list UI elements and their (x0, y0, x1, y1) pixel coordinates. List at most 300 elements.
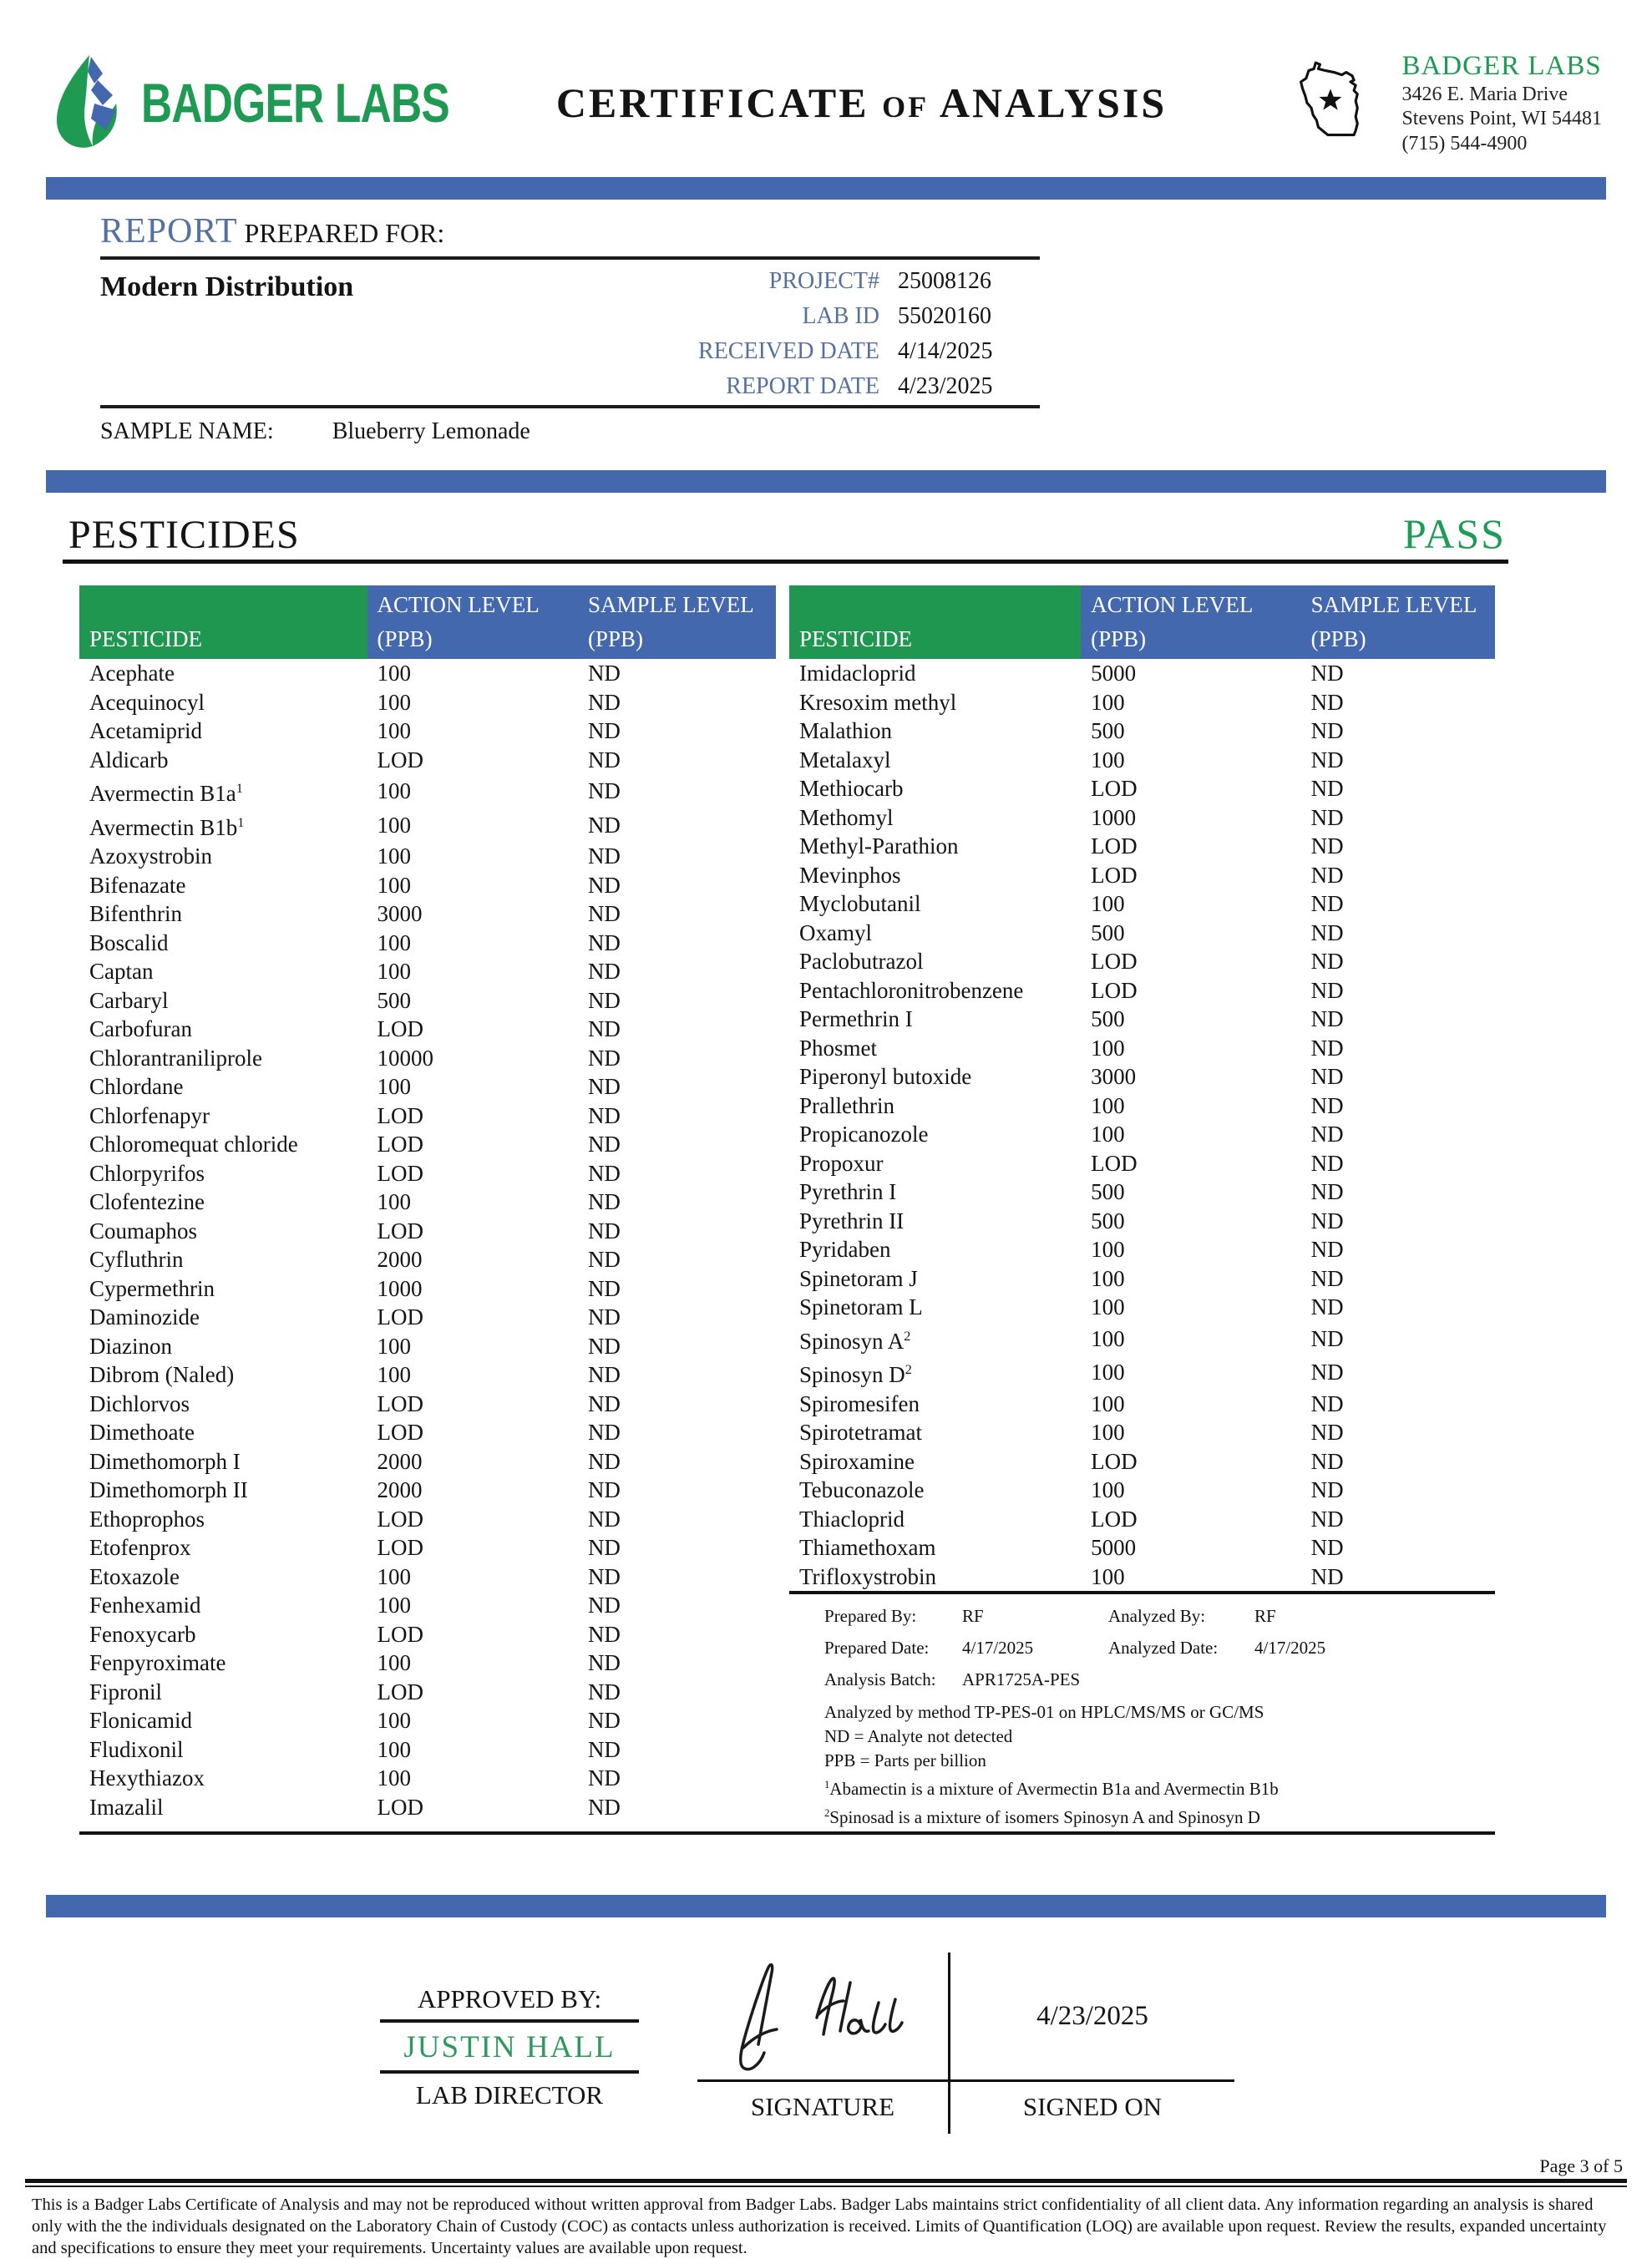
action-level-value: 100 (1091, 689, 1125, 715)
pesticide-row (789, 774, 1495, 803)
pesticide-name: Mevinphos (799, 862, 901, 888)
action-level-value: 100 (1091, 1237, 1125, 1262)
pesticide-name: Daminozide (89, 1304, 200, 1330)
sample-level-value: ND (1310, 1360, 1344, 1385)
action-level-value: LOD (1091, 949, 1138, 974)
page-header (0, 0, 1652, 177)
pesticide-row (789, 1390, 1495, 1419)
pesticide-name: Carbofuran (89, 1016, 192, 1041)
pesticide-name: Avermectin $B1a^1$ (89, 781, 243, 806)
action-level-value: 2000 (377, 1448, 423, 1474)
footer-disclaimer: This is a Badger Labs Certificate of Analysis and may not be reproduced without written approval from Badger Labs. Badger Labs maintains strict confidentiality of all client data. Any information regarding an analysis is shared only with the the individuals designated on the Laboratory Chain of Custody (COC) as contacts unless authorization is received. Limits of Quantification (LOQ) are available upon request. Review the results, expanded uncertainty and specifications to ensure they meet your requirements. Uncertainty values are available upon request. (32, 2196, 1607, 2257)
pesticide-name: Spinosyn $D^2$ (799, 1362, 912, 1387)
sample-level-value: ND (1310, 833, 1344, 859)
pesticide-name: Spinetoram J (799, 1265, 918, 1291)
action-level-value: 100 (1091, 1390, 1125, 1416)
action-level-value: LOD (377, 1016, 424, 1041)
method-notes (824, 1700, 1495, 1773)
pesticide-row (79, 1274, 776, 1304)
action-level-value: 100 (1091, 1265, 1125, 1291)
sample-name-value: Blueberry Lemonade (332, 418, 530, 444)
action-level-value: LOD (1091, 862, 1138, 888)
pesticide-row (789, 1235, 1495, 1264)
sample-level-value: ND (1310, 1006, 1344, 1031)
divider-bar-top (46, 177, 1606, 200)
action-level-value: LOD (1091, 1506, 1138, 1532)
analysis-notes (789, 1594, 1495, 1830)
action-level-value: LOD (377, 1160, 424, 1186)
action-level-value: LOD (1091, 776, 1138, 801)
sample-level-value: ND (1310, 977, 1344, 1003)
action-level-value: 500 (1091, 1006, 1125, 1031)
pesticide-name: Ethoprophos (89, 1506, 205, 1532)
sample-level-value: ND (587, 1736, 621, 1762)
lab-name: BADGER LABS (1401, 50, 1602, 81)
action-level-value: 3000 (1091, 1064, 1137, 1089)
sample-level-value: ND (587, 1016, 621, 1041)
action-level-value: 100 (1091, 1092, 1125, 1118)
sample-level-value: ND (1310, 1420, 1344, 1445)
pesticide-name: Spinetoram L (799, 1294, 923, 1319)
signed-on-label: SIGNED ON (948, 2082, 1234, 2134)
sample-level-value: ND (587, 1390, 621, 1416)
sample-level-value: ND (587, 1333, 621, 1359)
signature-icon (718, 1954, 927, 2079)
action-level-value: 100 (377, 1736, 412, 1762)
pesticide-name: Diazinon (89, 1333, 172, 1359)
pesticide-row (79, 1390, 776, 1419)
sample-level-value: ND (587, 689, 621, 715)
pesticide-name: Fenoxycarb (89, 1621, 196, 1647)
pesticide-row (79, 1102, 776, 1131)
column-header-sample-level: SAMPLE LEVEL (PPB) (578, 585, 776, 659)
analyzed-date-value: 4/17/2025 (1254, 1638, 1326, 1658)
pesticide-row (79, 1418, 776, 1447)
pesticide-name: Spinosyn $A^2$ (799, 1328, 911, 1354)
action-level-value: LOD (377, 1420, 424, 1445)
sample-level-value: ND (587, 718, 621, 743)
pesticide-row (79, 899, 776, 929)
action-level-value: 100 (1091, 1420, 1125, 1445)
pesticide-name: Pyrethrin I (799, 1179, 897, 1204)
action-level-value: LOD (377, 1679, 424, 1704)
sample-level-value: ND (587, 929, 621, 955)
prepared-by-value: RF (962, 1606, 984, 1626)
sample-level-value: ND (1310, 1208, 1344, 1233)
pesticide-row (789, 919, 1495, 948)
rule (100, 405, 1040, 408)
pesticide-row (789, 688, 1495, 717)
action-level-value: 100 (1091, 1035, 1125, 1061)
pesticide-name: Imazalil (89, 1794, 164, 1820)
badger-labs-logo (46, 52, 514, 154)
analyzed-by-label: Analyzed By: (1108, 1606, 1206, 1626)
analysis-batch-value: APR1725A-PES (962, 1669, 1081, 1689)
pesticide-name: Dimethoate (89, 1420, 195, 1445)
pesticide-name: Carbaryl (89, 987, 169, 1013)
pesticide-row (79, 1764, 776, 1793)
action-level-value: 100 (377, 1189, 412, 1214)
report-field-value: 4/23/2025 (898, 373, 993, 399)
action-level-value: 100 (377, 1593, 412, 1618)
sample-level-value: ND (587, 1621, 621, 1647)
action-level-value: 100 (377, 1563, 412, 1589)
pesticide-name: Metalaxyl (799, 747, 891, 772)
footer-rule (25, 2179, 1627, 2187)
pesticide-name: Propoxur (799, 1150, 884, 1176)
pesticide-name: Prallethrin (799, 1092, 894, 1118)
action-level-value: 10000 (377, 1045, 434, 1071)
pesticide-name: Dimethomorph I (89, 1448, 241, 1474)
column-header-sample-level: SAMPLE LEVEL (PPB) (1301, 585, 1495, 659)
page-title: CERTIFICATE OF ANALYSIS (555, 79, 1168, 126)
pesticide-row (789, 746, 1495, 775)
pesticide-name: Phosmet (799, 1035, 878, 1061)
pesticide-row (789, 1005, 1495, 1034)
sample-level-value: ND (587, 1275, 621, 1301)
rule (100, 256, 1040, 260)
pesticide-row (79, 659, 776, 688)
action-level-value: LOD (377, 1102, 424, 1128)
report-heading (100, 211, 1606, 251)
report-field-value: 25008126 (898, 268, 991, 294)
sample-level-value: ND (587, 872, 621, 898)
pesticide-name: Fludixonil (89, 1736, 184, 1762)
sample-level-value: ND (587, 1679, 621, 1704)
report-label: REPORT (100, 212, 238, 251)
analysis-batch-label: Analysis Batch: (824, 1669, 936, 1689)
pesticide-row (79, 1188, 776, 1217)
action-level-value: 100 (377, 778, 412, 803)
pesticide-row (79, 1620, 776, 1649)
pesticide-row (789, 1034, 1495, 1063)
pesticides-table-right (789, 585, 1495, 1594)
report-field-value: 55020160 (898, 303, 991, 329)
sample-level-value: ND (1310, 718, 1344, 743)
pesticide-name: Bifenazate (89, 872, 186, 898)
report-field-label: LAB ID (802, 303, 879, 329)
sample-level-value: ND (1310, 804, 1344, 830)
pesticide-row (79, 688, 776, 717)
pesticide-row (79, 1303, 776, 1332)
action-level-value: 100 (377, 929, 412, 955)
signature-label: SIGNATURE (750, 2092, 895, 2121)
action-level-value: LOD (377, 1621, 424, 1647)
pesticide-name: Bifenthrin (89, 901, 182, 926)
pesticide-name: Tebuconazole (799, 1477, 925, 1502)
pesticide-row (79, 1505, 776, 1534)
pesticide-row (789, 717, 1495, 746)
pesticide-row (79, 1793, 776, 1822)
pesticide-row (79, 842, 776, 871)
action-level-value: 100 (1091, 891, 1125, 916)
pesticide-name: Oxamyl (799, 919, 872, 945)
sample-level-value: ND (1310, 1477, 1344, 1502)
prepared-by-label: Prepared By: (824, 1606, 917, 1626)
pesticide-row (789, 1355, 1495, 1390)
sample-level-value: ND (587, 778, 621, 803)
action-level-value: 1000 (377, 1275, 423, 1301)
sample-level-value: ND (1310, 661, 1344, 686)
action-level-value: 100 (1091, 747, 1125, 772)
sample-level-value: ND (1310, 1390, 1344, 1416)
approver-title: LAB DIRECTOR (415, 2080, 604, 2110)
pesticide-name: Pyridaben (799, 1237, 891, 1262)
pesticide-row (789, 1207, 1495, 1236)
pesticide-row (79, 957, 776, 986)
pesticide-name: Etofenprox (89, 1535, 191, 1560)
action-level-value: LOD (377, 1218, 424, 1243)
pesticide-row (789, 1322, 1495, 1356)
sample-level-value: ND (587, 1650, 621, 1675)
pesticide-name: Fenpyroximate (89, 1650, 226, 1675)
action-level-value: 100 (1091, 1360, 1125, 1385)
action-level-value: 100 (377, 959, 412, 984)
pesticide-name: Coumaphos (89, 1218, 198, 1243)
pesticides-table-left (79, 585, 776, 1821)
pesticide-row (789, 1476, 1495, 1505)
pesticide-name: Thiacloprid (799, 1506, 905, 1532)
pesticide-name: Malathion (799, 718, 892, 743)
sample-level-value: ND (587, 1535, 621, 1560)
sample-level-value: ND (1310, 919, 1344, 945)
sample-level-value: ND (587, 1045, 621, 1071)
action-level-value: 2000 (377, 1247, 423, 1272)
sample-level-value: ND (587, 747, 621, 772)
sample-level-value: ND (1310, 1265, 1344, 1291)
action-level-value: 100 (377, 1333, 412, 1359)
report-field-label: REPORT DATE (726, 373, 879, 399)
action-level-value: LOD (1091, 833, 1138, 859)
pesticide-name: Chlorfenapyr (89, 1102, 210, 1128)
action-level-value: 100 (377, 1708, 412, 1733)
pesticide-row (789, 659, 1495, 688)
action-level-value: 100 (377, 689, 412, 715)
sample-level-value: ND (587, 1708, 621, 1733)
pesticide-name: Methomyl (799, 804, 894, 830)
pesticide-name: Acetamiprid (89, 718, 202, 743)
pesticide-name: Paclobutrazol (799, 949, 924, 974)
action-level-value: 100 (1091, 1122, 1125, 1147)
pesticide-name: Pyrethrin II (799, 1208, 905, 1233)
sample-level-value: ND (587, 1102, 621, 1128)
pesticide-row (789, 1120, 1495, 1149)
sample-level-value: ND (587, 1074, 621, 1099)
lab-address-line1: 3426 E. Maria Drive (1401, 84, 1568, 106)
note-line: PPB = Parts per billion (824, 1750, 986, 1770)
sample-level-value: ND (587, 1218, 621, 1243)
logo-wordmark: BADGER LABS (141, 72, 449, 134)
pesticide-name: Permethrin I (799, 1006, 913, 1031)
sample-level-value: ND (587, 1563, 621, 1589)
sample-level-value: ND (587, 901, 621, 926)
lab-phone: (715) 544-4900 (1401, 132, 1528, 154)
pesticide-name: Flonicamid (89, 1708, 192, 1733)
action-level-value: LOD (377, 1506, 424, 1532)
pesticides-tables (79, 585, 1495, 1830)
sample-level-value: ND (1310, 1535, 1344, 1560)
sample-level-value: ND (587, 1160, 621, 1186)
sample-level-value: ND (587, 1593, 621, 1618)
pesticide-name: Azoxystrobin (89, 843, 212, 869)
sample-level-value: ND (587, 1794, 621, 1820)
divider-bar-bottom (46, 1895, 1606, 1917)
sample-level-value: ND (1310, 1563, 1344, 1589)
pass-status-badge: PASS (1403, 510, 1506, 557)
pesticide-name: Hexythiazox (89, 1765, 205, 1790)
action-level-value: LOD (377, 1535, 424, 1560)
pesticide-row (789, 861, 1495, 890)
action-level-value: 100 (1091, 1325, 1125, 1351)
pesticide-row (79, 1044, 776, 1073)
action-level-value: 5000 (1091, 661, 1137, 686)
action-level-value: LOD (377, 1390, 424, 1416)
action-level-value: LOD (377, 1132, 424, 1157)
sample-level-value: ND (1310, 1064, 1344, 1089)
pesticide-name: Dibrom (Naled) (89, 1362, 235, 1387)
lab-address-line2: Stevens Point, WI 54481 (1401, 108, 1602, 130)
sample-level-value: ND (587, 812, 621, 838)
column-header-action-level: ACTION LEVEL (PPB) (1081, 585, 1300, 659)
report-field-label: PROJECT# (768, 268, 879, 294)
pesticide-row (79, 1072, 776, 1102)
pesticide-row (79, 717, 776, 746)
pesticide-row (789, 1149, 1495, 1178)
action-level-value: 100 (377, 1362, 412, 1387)
sample-level-value: ND (1310, 891, 1344, 916)
sample-level-value: ND (1310, 1237, 1344, 1262)
sample-level-value: ND (1310, 747, 1344, 772)
prepared-for-label: PREPARED FOR: (244, 218, 445, 248)
pesticide-row (79, 1476, 776, 1505)
pesticide-row (789, 889, 1495, 919)
pesticide-name: Thiamethoxam (799, 1535, 936, 1560)
sample-level-value: ND (587, 843, 621, 869)
pesticide-row (79, 1591, 776, 1620)
report-info-section (100, 211, 1606, 445)
pesticide-name: Imidacloprid (799, 661, 916, 686)
pesticide-row (79, 746, 776, 775)
sample-level-value: ND (1310, 1122, 1344, 1147)
pesticide-row (789, 1062, 1495, 1092)
note-line: ND = Analyte not detected (824, 1726, 1013, 1746)
pesticide-name: Dimethomorph II (89, 1477, 248, 1502)
action-level-value: 100 (377, 661, 412, 686)
action-level-value: 5000 (1091, 1535, 1137, 1560)
sample-level-value: ND (1310, 1294, 1344, 1319)
pesticide-row (79, 1245, 776, 1274)
pesticide-name: Methiocarb (799, 776, 904, 801)
sample-level-value: ND (1310, 1092, 1344, 1118)
prepared-date-value: 4/17/2025 (962, 1638, 1034, 1658)
pesticide-row (79, 1735, 776, 1765)
action-level-value: 100 (1091, 1294, 1125, 1319)
pesticide-row (79, 1159, 776, 1188)
sample-level-value: ND (1310, 1325, 1344, 1351)
pesticide-name: Acephate (89, 661, 175, 686)
pesticide-row (79, 1533, 776, 1563)
action-level-value: 100 (1091, 1477, 1125, 1502)
sample-level-value: ND (1310, 1448, 1344, 1474)
pesticide-row (789, 803, 1495, 833)
sample-level-value: ND (587, 1247, 621, 1272)
action-level-value: 3000 (377, 901, 423, 926)
pesticide-row (789, 832, 1495, 861)
sample-level-value: ND (587, 1189, 621, 1214)
client-name: Modern Distribution (100, 271, 354, 302)
sample-level-value: ND (587, 1132, 621, 1157)
action-level-value: LOD (1091, 1150, 1138, 1176)
report-fields (698, 268, 1040, 400)
action-level-value: 500 (1091, 1208, 1125, 1233)
pesticide-name: Clofentezine (89, 1189, 205, 1214)
pesticide-row (79, 871, 776, 900)
sample-level-value: ND (587, 987, 621, 1013)
action-level-value: 2000 (377, 1477, 423, 1502)
prepared-date-label: Prepared Date: (824, 1638, 930, 1658)
page-number: Page 3 of 5 (1539, 2155, 1623, 2176)
action-level-value: LOD (377, 747, 424, 772)
pesticide-name: Trifloxystrobin (799, 1563, 937, 1589)
action-level-value: 500 (1091, 919, 1125, 945)
action-level-value: 100 (1091, 1563, 1125, 1589)
pesticide-row (79, 1649, 776, 1678)
pesticide-name: Etoxazole (89, 1563, 180, 1589)
action-level-value: 100 (377, 843, 412, 869)
action-level-value: 500 (1091, 718, 1125, 743)
pesticide-row (79, 1706, 776, 1735)
pesticide-row (79, 808, 776, 843)
action-level-value: 100 (377, 1650, 412, 1675)
pesticide-name: Captan (89, 959, 154, 984)
sample-name-label: SAMPLE NAME: (100, 418, 274, 444)
sample-level-value: ND (1310, 1179, 1344, 1204)
sample-level-value: ND (1310, 862, 1344, 888)
report-field-value: 4/14/2025 (898, 338, 993, 364)
pesticide-name: Aldicarb (89, 747, 169, 772)
pesticide-row (789, 1505, 1495, 1534)
pesticide-row (789, 1092, 1495, 1121)
pesticide-row (789, 1293, 1495, 1322)
pesticide-row (79, 1332, 776, 1361)
pesticide-name: Boscalid (89, 929, 169, 955)
pesticide-row (79, 1447, 776, 1476)
pesticide-name: Cypermethrin (89, 1275, 215, 1301)
analyzed-by-value: RF (1254, 1606, 1276, 1626)
action-level-value: LOD (377, 1794, 424, 1820)
pesticide-row (789, 1264, 1495, 1294)
action-level-value: 500 (377, 987, 412, 1013)
sample-level-value: ND (1310, 1150, 1344, 1176)
pesticide-name: Methyl-Parathion (799, 833, 959, 859)
pesticide-row (79, 1217, 776, 1246)
sample-level-value: ND (587, 1506, 621, 1532)
pesticide-name: Chlorpyrifos (89, 1160, 205, 1186)
divider-bar-section (46, 470, 1606, 493)
pesticide-name: Piperonyl butoxide (799, 1064, 972, 1089)
signature-field (697, 1953, 948, 2082)
pesticide-row (79, 1563, 776, 1592)
pesticide-name: Pentachloronitrobenzene (799, 977, 1024, 1003)
sample-level-value: ND (587, 1420, 621, 1445)
pesticide-name: Avermectin $B1b^1$ (89, 814, 245, 840)
section-title-pesticides: PESTICIDES (68, 513, 300, 557)
pesticide-name: Chlordane (89, 1074, 184, 1099)
analyzed-date-label: Analyzed Date: (1108, 1638, 1219, 1658)
sample-level-value: ND (587, 1304, 621, 1330)
pesticide-name: Cyfluthrin (89, 1247, 184, 1272)
pesticide-row (789, 976, 1495, 1005)
